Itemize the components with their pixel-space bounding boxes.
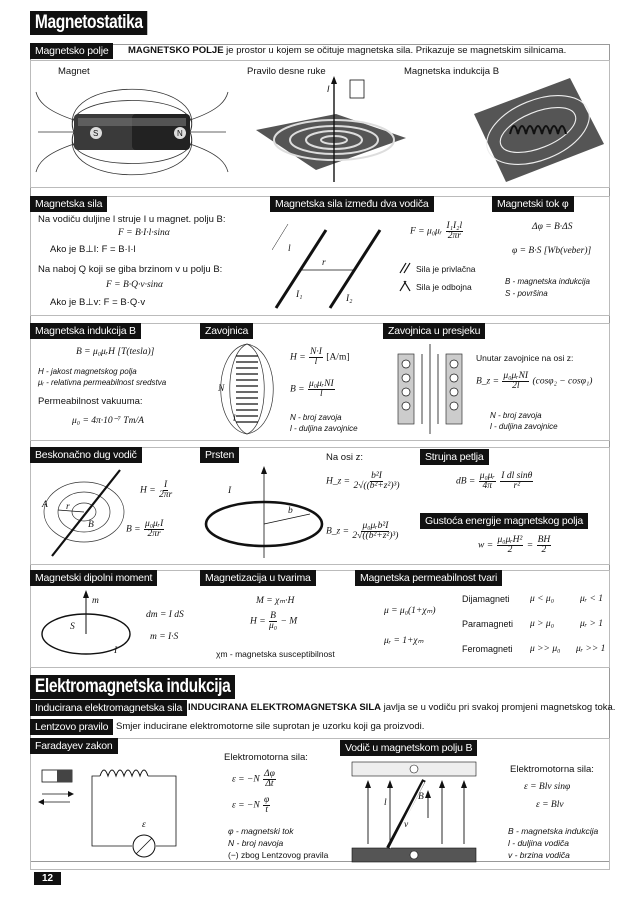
permt-row-c1: μ >> μ₀ [530, 644, 561, 654]
zav-b: B = [290, 384, 305, 395]
zav-l: l [233, 414, 236, 424]
prsten-b: b [288, 506, 293, 516]
magn-desc: χm - magnetska susceptibilnost [216, 649, 335, 659]
permt-row-c1: μ < μ₀ [530, 594, 555, 604]
dipol-S: S [70, 622, 75, 632]
besk-A: A [42, 500, 48, 510]
faraday-desc-2: N - broj navoja [228, 838, 284, 848]
petlja-n2: I dl sinθ [501, 471, 533, 481]
faraday-n1: Δφ [264, 769, 275, 779]
fig-label-magnet: Magnet [58, 66, 90, 77]
besk-hden: 2πr [159, 490, 173, 500]
south-pole-letter: S [93, 129, 99, 138]
prsten-h-formula [326, 472, 401, 491]
tok-desc-2: S - površina [505, 289, 548, 298]
magn-formula-2 [250, 612, 297, 631]
sila-formula-1: F = B·I·l·sinα [118, 228, 170, 238]
tok-desc-1: B - magnetska indukcija [505, 277, 590, 286]
lenz-text: Smjer inducirane elektromotorne sile suprotan je uzorku koji ga proizvodi. [116, 721, 425, 732]
faraday-f1: ε = −N [232, 774, 260, 785]
faraday-d2: t [265, 805, 268, 815]
dipol-formula-2: m = I·S [150, 632, 179, 642]
dva-privlacna: Sila je privlačna [416, 264, 476, 274]
dipol-formula-1: dm = I dS [146, 610, 184, 620]
petlja-d2: r² [513, 481, 521, 491]
section-title-em-indukcija: Elektromagnetska indukcija [30, 675, 235, 699]
zav-N: N [218, 384, 225, 394]
faraday-eps: ε [142, 820, 146, 830]
magn-fden: μ₀ [269, 621, 278, 631]
ind-formula: B = μ₀μᵣH [T(tesla)] [76, 347, 155, 357]
energ-d2: 2 [541, 545, 547, 555]
label-permeabilnost: Magnetska permeabilnost tvari [355, 570, 502, 586]
fig-label-pravilo: Pravilo desne ruke [247, 66, 326, 77]
moving-conductor-figure [346, 758, 482, 866]
prsten-hz: H_z = [326, 476, 351, 487]
zav-h: H = [290, 352, 306, 363]
faraday-circuit-figure [36, 760, 186, 866]
dva-r: r [322, 258, 326, 268]
label-magnetska-indukcija: Magnetska indukcija B [30, 323, 141, 339]
permt-row-c2: μᵣ < 1 [580, 594, 604, 604]
repel-icon [398, 280, 412, 292]
faraday-desc-1: φ - magnetski tok [228, 826, 294, 836]
two-wires-figure [272, 214, 400, 312]
label-dipol: Magnetski dipolni moment [30, 570, 157, 586]
inducirana-definition [188, 702, 615, 713]
petlja-f: dB = [456, 476, 476, 487]
faraday-formula-2 [232, 796, 271, 815]
label-beskonacno: Beskonačno dug vodič [30, 447, 142, 463]
besk-hnum: I [164, 480, 168, 490]
energ-n1: μ₀μᵣH² [497, 535, 523, 545]
petlja-d1: 4π [482, 481, 493, 491]
faraday-f2: ε = −N [232, 800, 260, 811]
dva-I2: I₂ [346, 294, 353, 304]
dva-den: 2πr [447, 231, 461, 241]
besk-bden: 2πr [147, 529, 161, 539]
bar-magnet-figure [34, 80, 230, 184]
dva-l: l [288, 244, 291, 254]
sila-line-2: Ako je B⊥I: F = B·I·l [50, 244, 136, 255]
magn-f2b: − M [280, 616, 298, 627]
dipol-m: m [92, 596, 99, 606]
tok-formula-2: φ = B·S [Wb(veber)] [512, 246, 592, 256]
label-zavojnica: Zavojnica [200, 323, 253, 339]
page-number: 12 [34, 872, 61, 885]
inducirana-term: INDUCIRANA ELEKTROMAGNETSKA SILA [188, 702, 381, 713]
vodic-l: l [384, 798, 387, 808]
faraday-n2: φ [264, 795, 270, 805]
ring-figure [200, 466, 330, 560]
right-hand-rule-figure [236, 74, 412, 186]
pres-formula [476, 372, 592, 391]
label-faraday: Faradayev zakon [30, 738, 118, 754]
sila-formula-2: F = B·Q·v·sinα [106, 280, 164, 290]
zav-desc-2: l - duljina zavojnice [290, 424, 358, 433]
besk-b-formula [126, 520, 165, 539]
sila-line-3: Na naboj Q koji se giba brzinom v u polju B: [38, 264, 223, 275]
infinite-wire-figure [36, 466, 132, 560]
label-magnetska-sila: Magnetska sila [30, 196, 107, 212]
ind-perm: Permeabilnost vakuuma: [38, 396, 143, 407]
sila-line-1: Na vodiču duljine l struje I u magnet. polju B: [38, 214, 226, 225]
magn-fnum: B [270, 611, 276, 621]
dva-num: I₁I₂l [446, 221, 463, 231]
prsten-bden: 2√((b²+z²)³) [352, 531, 399, 541]
dipol-I: I [114, 646, 118, 656]
zav-b-formula [290, 380, 336, 399]
sila-line-4: Ako je B⊥v: F = B·Q·v [50, 297, 146, 308]
vodic-B: B [418, 792, 424, 802]
magn-formula-1: M = χₘ·H [256, 596, 295, 606]
prsten-bz: B_z = [326, 526, 350, 537]
besk-r: r [66, 502, 70, 512]
label-magnetsko-polje: Magnetsko polje [30, 43, 113, 59]
dva-odbojna: Sila je odbojna [416, 282, 472, 292]
polje-text: je prostor u kojem se očituje magnetska sila. Prikazuje se magnetskim silnicama. [223, 45, 567, 56]
besk-h: H = [140, 485, 156, 496]
prsten-os: Na osi z: [326, 452, 363, 463]
energ-f: w = [478, 540, 494, 551]
vodic-formula-2: ε = Blv [536, 800, 564, 810]
label-strujna-petlja: Strujna petlja [420, 449, 489, 465]
pres-tail: (cosφ₂ − cosφ₁) [532, 376, 593, 387]
besk-bnum: μ₀μᵣI [144, 519, 164, 529]
pres-bz: B_z = [476, 376, 500, 387]
pres-desc-2: l - duljina zavojnice [490, 422, 558, 431]
petlja-n1: μ₀μᵣ [479, 471, 495, 481]
faraday-d1: Δt [265, 779, 274, 789]
prsten-b-formula [326, 522, 399, 541]
label-gustoca-energije: Gustoća energije magnetskog polja [420, 513, 588, 529]
section-title-magnetostatika: Magnetostatika [30, 11, 148, 35]
vodic-formula-1: ε = Blv sinφ [524, 782, 571, 792]
pres-unutar: Unutar zavojnice na osi z: [476, 353, 574, 363]
zav-unit: [A/m] [326, 352, 350, 363]
faraday-desc-3: (−) zbog Lentzovog pravila [228, 850, 329, 860]
prsten-hnum: b²I [371, 471, 382, 481]
label-dva-vodica: Magnetska sila između dva vodiča [270, 196, 434, 212]
permt-row-c2: μᵣ >> 1 [576, 644, 606, 654]
solenoid-field-figure [470, 74, 606, 186]
label-zavojnica-presjek: Zavojnica u presjeku [383, 323, 485, 339]
label-inducirana: Inducirana elektromagnetska sila [30, 700, 187, 716]
attract-icon [398, 262, 412, 274]
besk-h-formula [140, 481, 173, 500]
tok-formula-1: Δφ = B·ΔS [532, 222, 573, 232]
zav-hden: l [314, 357, 318, 367]
dva-formula [410, 222, 464, 241]
label-prsten: Prsten [200, 447, 239, 463]
vodic-desc-2: l - duljina vodiča [508, 838, 569, 848]
dipole-loop-figure [36, 588, 136, 664]
magn-f2a: H = [250, 616, 266, 627]
permt-row-name: Feromagneti [462, 644, 513, 654]
energ-formula [478, 536, 552, 555]
permt-row-c2: μᵣ > 1 [580, 619, 604, 629]
zav-bden: l [319, 389, 323, 399]
label-magnetski-tok: Magnetski tok φ [492, 196, 574, 212]
polje-term: MAGNETSKO POLJE [128, 45, 224, 56]
besk-b: B = [126, 524, 141, 535]
dva-I1: I₁ [296, 290, 303, 300]
vodic-emf: Elektromotorna sila: [510, 764, 594, 775]
faraday-formula-1 [232, 770, 277, 789]
energ-n2: BH [537, 535, 551, 545]
north-pole-letter: N [177, 129, 183, 138]
prsten-I: I [228, 486, 232, 496]
zav-bnum: μ₀μᵣNI [308, 379, 334, 389]
polje-definition [128, 45, 566, 56]
zav-hnum: N·I [310, 347, 322, 357]
energ-eq: = [526, 540, 534, 551]
ind-desc-1: H - jakost magnetskog polja [38, 367, 137, 376]
pres-num: μ₀μᵣNI [503, 371, 529, 381]
pres-desc-1: N - broj zavoja [490, 411, 542, 420]
prsten-bnum: μ₀μᵣb²I [362, 521, 389, 531]
prsten-hden: 2√((b²+z²)³) [353, 481, 400, 491]
energ-d1: 2 [507, 545, 513, 555]
permt-formula-2: μᵣ = 1+χₘ [384, 636, 424, 646]
petlja-formula [456, 472, 534, 491]
faraday-emf: Elektromotorna sila: [224, 752, 308, 763]
zav-h-formula [290, 348, 350, 367]
ind-desc-2: μᵣ - relativna permeabilnost sredstva [38, 378, 167, 387]
zav-desc-1: N - broj zavoja [290, 413, 342, 422]
current-I-label: I [327, 84, 330, 94]
vodic-desc-1: B - magnetska indukcija [508, 826, 599, 836]
ind-mu0: μ₀ = 4π·10⁻⁷ Tm/A [72, 416, 144, 426]
fig-label-indukcija: Magnetska indukcija B [404, 66, 500, 77]
permt-formula-1: μ = μ₀(1+χₘ) [384, 606, 436, 616]
label-magnetizacija: Magnetizacija u tvarima [200, 570, 316, 586]
pres-den: 2l [512, 381, 520, 391]
inducirana-text: javlja se u vodiču pri svakoj promjeni magnetskog toka. [381, 702, 616, 713]
vodic-desc-3: v - brzina vodiča [508, 850, 570, 860]
label-vodic-polje: Vodič u magnetskom polju B [340, 740, 477, 756]
permt-row-name: Dijamagneti [462, 594, 510, 604]
permt-row-name: Paramagneti [462, 619, 514, 629]
vodic-v: v [404, 820, 409, 830]
dva-formula-lhs: F = μ₀μᵣ [410, 226, 443, 237]
coil-section-figure [392, 344, 468, 434]
label-lenz: Lentzovo pravilo [30, 719, 113, 735]
besk-B: B [88, 520, 94, 530]
permt-row-c1: μ > μ₀ [530, 619, 555, 629]
